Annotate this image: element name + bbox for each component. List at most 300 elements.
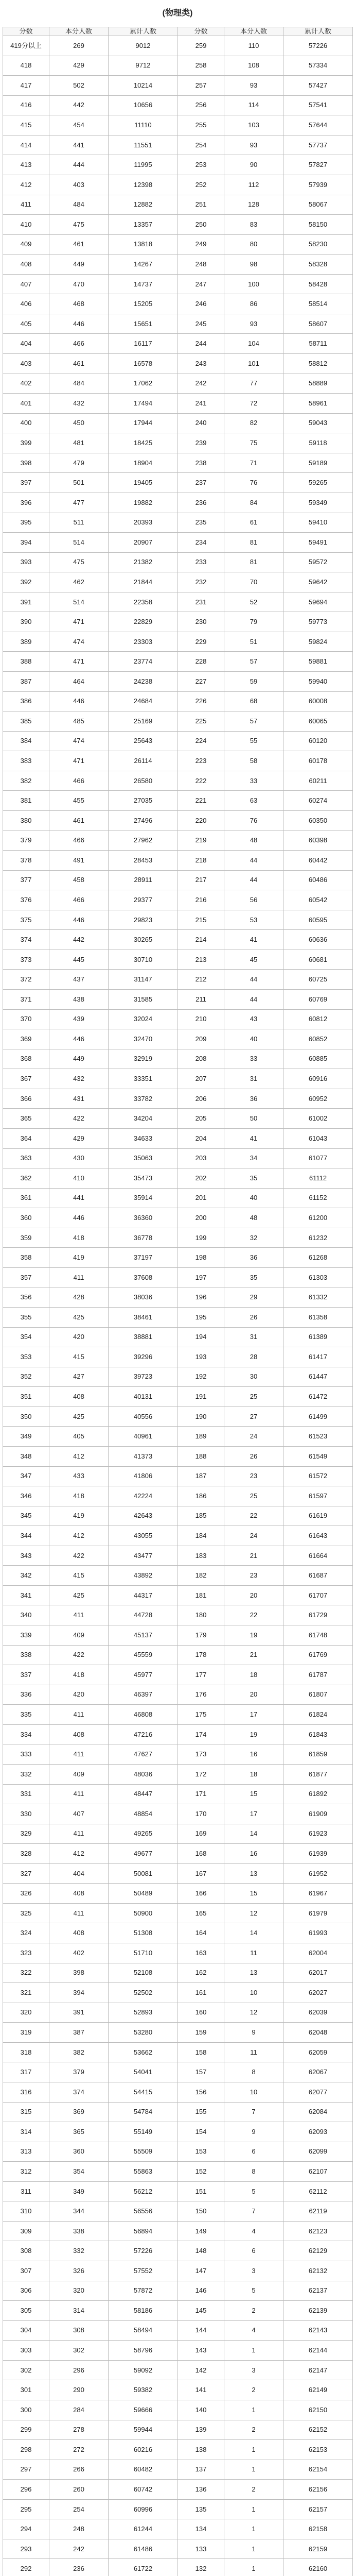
cell-cumulative: 43055 bbox=[109, 1526, 178, 1546]
cell-count: 411 bbox=[49, 1784, 109, 1804]
table-row bbox=[178, 890, 353, 910]
table-row bbox=[178, 1168, 353, 1189]
cell-cumulative: 17062 bbox=[109, 374, 178, 394]
cell-score: 169 bbox=[178, 1824, 224, 1844]
cell-count: 445 bbox=[49, 950, 109, 970]
cell-count: 326 bbox=[49, 2261, 109, 2281]
cell-score: 256 bbox=[178, 95, 224, 115]
cell-score: 245 bbox=[178, 314, 224, 334]
cell-cumulative: 26580 bbox=[109, 771, 178, 791]
table-row bbox=[3, 1705, 178, 1725]
cell-cumulative: 61807 bbox=[283, 1685, 353, 1705]
table-row bbox=[178, 1764, 353, 1784]
cell-count: 12 bbox=[224, 1903, 283, 1923]
cell-cumulative: 61619 bbox=[283, 1506, 353, 1526]
table-row bbox=[178, 1645, 353, 1665]
table-row bbox=[178, 1546, 353, 1566]
table-row bbox=[3, 135, 178, 155]
table-row bbox=[3, 990, 178, 1010]
cell-score: 171 bbox=[178, 1784, 224, 1804]
table-row bbox=[3, 1109, 178, 1129]
table-row bbox=[3, 2181, 178, 2201]
cell-cumulative: 60812 bbox=[283, 1009, 353, 1029]
table-row bbox=[178, 2380, 353, 2400]
cell-count: 466 bbox=[49, 890, 109, 910]
cell-count: 266 bbox=[49, 2460, 109, 2480]
table-row bbox=[3, 612, 178, 632]
cell-score: 300 bbox=[3, 2400, 49, 2420]
cell-count: 408 bbox=[49, 1387, 109, 1407]
cell-count: 442 bbox=[49, 95, 109, 115]
cell-score: 367 bbox=[3, 1069, 49, 1089]
cell-count: 415 bbox=[49, 1347, 109, 1367]
cell-cumulative: 16117 bbox=[109, 334, 178, 354]
cell-count: 269 bbox=[49, 36, 109, 56]
cell-count: 76 bbox=[224, 473, 283, 493]
table-row bbox=[178, 115, 353, 135]
cell-cumulative: 61843 bbox=[283, 1724, 353, 1744]
table-row bbox=[178, 1605, 353, 1625]
cell-count: 491 bbox=[49, 851, 109, 871]
cell-cumulative: 53662 bbox=[109, 2042, 178, 2062]
cell-cumulative: 57226 bbox=[283, 36, 353, 56]
table-row bbox=[3, 1983, 178, 2003]
cell-score: 189 bbox=[178, 1427, 224, 1447]
cell-score: 175 bbox=[178, 1705, 224, 1725]
cell-score: 136 bbox=[178, 2480, 224, 2500]
cell-count: 302 bbox=[49, 2341, 109, 2361]
cell-score: 312 bbox=[3, 2162, 49, 2182]
cell-count: 466 bbox=[49, 831, 109, 851]
cell-count: 479 bbox=[49, 453, 109, 473]
table-row bbox=[178, 95, 353, 115]
cell-score: 334 bbox=[3, 1724, 49, 1744]
cell-score: 390 bbox=[3, 612, 49, 632]
column-header-count: 本分人数 bbox=[224, 27, 283, 36]
cell-cumulative: 54784 bbox=[109, 2102, 178, 2122]
cell-cumulative: 59410 bbox=[283, 513, 353, 533]
cell-count: 100 bbox=[224, 274, 283, 294]
cell-score: 413 bbox=[3, 155, 49, 175]
cell-cumulative: 59944 bbox=[109, 2420, 178, 2440]
cell-score: 234 bbox=[178, 533, 224, 553]
table-row bbox=[178, 2102, 353, 2122]
table-row bbox=[3, 1585, 178, 1605]
cell-count: 284 bbox=[49, 2400, 109, 2420]
cell-score: 215 bbox=[178, 910, 224, 930]
cell-score: 178 bbox=[178, 1645, 224, 1665]
cell-count: 3 bbox=[224, 2360, 283, 2380]
cell-cumulative: 12398 bbox=[109, 175, 178, 195]
cell-score: 183 bbox=[178, 1546, 224, 1566]
cell-count: 420 bbox=[49, 1685, 109, 1705]
cell-score: 363 bbox=[3, 1148, 49, 1168]
table-row bbox=[178, 2082, 353, 2102]
cell-score: 388 bbox=[3, 652, 49, 672]
cell-score: 394 bbox=[3, 533, 49, 553]
table-row bbox=[178, 433, 353, 453]
cell-cumulative: 60681 bbox=[283, 950, 353, 970]
cell-score: 251 bbox=[178, 195, 224, 215]
cell-cumulative: 36778 bbox=[109, 1228, 178, 1248]
cell-cumulative: 39296 bbox=[109, 1347, 178, 1367]
cell-count: 418 bbox=[49, 1486, 109, 1506]
cell-score: 257 bbox=[178, 76, 224, 96]
cell-count: 511 bbox=[49, 513, 109, 533]
cell-cumulative: 62159 bbox=[283, 2539, 353, 2559]
table-row bbox=[178, 1009, 353, 1029]
cell-score: 140 bbox=[178, 2400, 224, 2420]
cell-cumulative: 59642 bbox=[283, 572, 353, 592]
cell-score: 294 bbox=[3, 2519, 49, 2539]
cell-cumulative: 60769 bbox=[283, 990, 353, 1010]
cell-cumulative: 61472 bbox=[283, 1387, 353, 1407]
table-row bbox=[3, 2460, 178, 2480]
table-row bbox=[3, 175, 178, 195]
cell-score: 247 bbox=[178, 274, 224, 294]
table-row bbox=[178, 1665, 353, 1685]
cell-score: 240 bbox=[178, 413, 224, 433]
cell-cumulative: 59092 bbox=[109, 2360, 178, 2380]
cell-score: 339 bbox=[3, 1625, 49, 1646]
cell-score: 368 bbox=[3, 1049, 49, 1069]
cell-count: 422 bbox=[49, 1109, 109, 1129]
cell-cumulative: 27962 bbox=[109, 831, 178, 851]
cell-score: 328 bbox=[3, 1844, 49, 1864]
table-row bbox=[178, 2221, 353, 2241]
cell-count: 93 bbox=[224, 76, 283, 96]
table-row bbox=[3, 314, 178, 334]
cell-score: 211 bbox=[178, 990, 224, 1010]
cell-score: 142 bbox=[178, 2360, 224, 2380]
cell-score: 190 bbox=[178, 1406, 224, 1427]
table-row bbox=[3, 2281, 178, 2301]
cell-count: 360 bbox=[49, 2142, 109, 2162]
cell-count: 51 bbox=[224, 632, 283, 652]
cell-score: 196 bbox=[178, 1287, 224, 1308]
cell-cumulative: 43892 bbox=[109, 1566, 178, 1586]
cell-cumulative: 61923 bbox=[283, 1824, 353, 1844]
table-row bbox=[3, 115, 178, 135]
table-row bbox=[178, 1128, 353, 1148]
table-row bbox=[178, 950, 353, 970]
cell-cumulative: 50081 bbox=[109, 1863, 178, 1884]
table-row bbox=[178, 970, 353, 990]
table-row bbox=[178, 1089, 353, 1109]
cell-count: 1 bbox=[224, 2400, 283, 2420]
table-row bbox=[3, 2162, 178, 2182]
cell-cumulative: 60442 bbox=[283, 851, 353, 871]
cell-cumulative: 61200 bbox=[283, 1208, 353, 1228]
cell-score: 229 bbox=[178, 632, 224, 652]
cell-count: 419 bbox=[49, 1248, 109, 1268]
cell-cumulative: 62027 bbox=[283, 1983, 353, 2003]
table-row bbox=[3, 2341, 178, 2361]
cell-score: 320 bbox=[3, 2003, 49, 2023]
cell-cumulative: 20907 bbox=[109, 533, 178, 553]
cell-score: 314 bbox=[3, 2122, 49, 2142]
cell-cumulative: 62112 bbox=[283, 2181, 353, 2201]
cell-cumulative: 11995 bbox=[109, 155, 178, 175]
cell-score: 226 bbox=[178, 691, 224, 711]
cell-score: 164 bbox=[178, 1923, 224, 1943]
cell-score: 395 bbox=[3, 513, 49, 533]
cell-count: 374 bbox=[49, 2082, 109, 2102]
cell-count: 48 bbox=[224, 1208, 283, 1228]
cell-cumulative: 62143 bbox=[283, 2320, 353, 2341]
cell-score: 396 bbox=[3, 493, 49, 513]
table-row bbox=[3, 1427, 178, 1447]
cell-cumulative: 60636 bbox=[283, 930, 353, 950]
table-row bbox=[3, 711, 178, 732]
cell-cumulative: 58230 bbox=[283, 234, 353, 255]
table-row bbox=[3, 2559, 178, 2576]
cell-count: 36 bbox=[224, 1248, 283, 1268]
cell-count: 61 bbox=[224, 513, 283, 533]
cell-score: 338 bbox=[3, 1645, 49, 1665]
cell-count: 14 bbox=[224, 1824, 283, 1844]
cell-score: 326 bbox=[3, 1884, 49, 1904]
table-row bbox=[3, 1466, 178, 1486]
cell-count: 354 bbox=[49, 2162, 109, 2182]
cell-count: 16 bbox=[224, 1844, 283, 1864]
table-row bbox=[178, 2301, 353, 2321]
cell-score: 204 bbox=[178, 1128, 224, 1148]
cell-cumulative: 61939 bbox=[283, 1844, 353, 1864]
table-row bbox=[178, 1884, 353, 1904]
cell-cumulative: 60008 bbox=[283, 691, 353, 711]
cell-cumulative: 58711 bbox=[283, 334, 353, 354]
cell-cumulative: 30265 bbox=[109, 930, 178, 950]
table-row bbox=[178, 691, 353, 711]
cell-score: 319 bbox=[3, 2023, 49, 2043]
table-row bbox=[178, 2003, 353, 2023]
cell-count: 419 bbox=[49, 1506, 109, 1526]
table-row bbox=[3, 2380, 178, 2400]
cell-score: 416 bbox=[3, 95, 49, 115]
cell-score: 155 bbox=[178, 2102, 224, 2122]
cell-count: 446 bbox=[49, 1208, 109, 1228]
cell-score: 408 bbox=[3, 255, 49, 275]
cell-score: 402 bbox=[3, 374, 49, 394]
table-row bbox=[3, 1029, 178, 1049]
table-row bbox=[178, 910, 353, 930]
table-row bbox=[178, 652, 353, 672]
cell-count: 444 bbox=[49, 155, 109, 175]
cell-count: 4 bbox=[224, 2320, 283, 2341]
cell-cumulative: 61523 bbox=[283, 1427, 353, 1447]
cell-cumulative: 35063 bbox=[109, 1148, 178, 1168]
table-row bbox=[3, 1406, 178, 1427]
table-row bbox=[3, 1824, 178, 1844]
table-row bbox=[178, 2539, 353, 2559]
cell-count: 11 bbox=[224, 2042, 283, 2062]
table-row bbox=[178, 155, 353, 175]
table-row bbox=[178, 1347, 353, 1367]
column-header-score: 分数 bbox=[3, 27, 49, 36]
table-row bbox=[178, 1327, 353, 1347]
cell-score: 417 bbox=[3, 76, 49, 96]
cell-count: 428 bbox=[49, 1287, 109, 1308]
cell-count: 90 bbox=[224, 155, 283, 175]
cell-cumulative: 60595 bbox=[283, 910, 353, 930]
cell-cumulative: 19882 bbox=[109, 493, 178, 513]
table-row bbox=[3, 1744, 178, 1765]
cell-cumulative: 61389 bbox=[283, 1327, 353, 1347]
cell-cumulative: 35914 bbox=[109, 1188, 178, 1208]
cell-score: 353 bbox=[3, 1347, 49, 1367]
cell-score: 350 bbox=[3, 1406, 49, 1427]
cell-cumulative: 58494 bbox=[109, 2320, 178, 2341]
cell-score: 154 bbox=[178, 2122, 224, 2142]
cell-cumulative: 30710 bbox=[109, 950, 178, 970]
cell-count: 449 bbox=[49, 1049, 109, 1069]
cell-count: 441 bbox=[49, 1188, 109, 1208]
table-row bbox=[178, 2142, 353, 2162]
table-row bbox=[178, 1248, 353, 1268]
cell-cumulative: 59572 bbox=[283, 552, 353, 572]
table-row bbox=[3, 1685, 178, 1705]
cell-score: 298 bbox=[3, 2440, 49, 2460]
table-row bbox=[178, 831, 353, 851]
cell-count: 40 bbox=[224, 1029, 283, 1049]
cell-cumulative: 61824 bbox=[283, 1705, 353, 1725]
cell-count: 40 bbox=[224, 1188, 283, 1208]
cell-cumulative: 59382 bbox=[109, 2380, 178, 2400]
cell-cumulative: 32470 bbox=[109, 1029, 178, 1049]
cell-cumulative: 18425 bbox=[109, 433, 178, 453]
cell-cumulative: 51710 bbox=[109, 1943, 178, 1963]
cell-count: 93 bbox=[224, 135, 283, 155]
cell-count: 475 bbox=[49, 215, 109, 235]
cell-cumulative: 52108 bbox=[109, 1963, 178, 1983]
cell-count: 410 bbox=[49, 1168, 109, 1189]
table-row bbox=[3, 1903, 178, 1923]
cell-count: 80 bbox=[224, 234, 283, 255]
table-row bbox=[3, 2221, 178, 2241]
cell-count: 422 bbox=[49, 1645, 109, 1665]
cell-count: 25 bbox=[224, 1387, 283, 1407]
cell-score: 293 bbox=[3, 2539, 49, 2559]
table-row bbox=[3, 2261, 178, 2281]
cell-count: 433 bbox=[49, 1466, 109, 1486]
cell-cumulative: 61952 bbox=[283, 1863, 353, 1884]
cell-count: 387 bbox=[49, 2023, 109, 2043]
cell-count: 398 bbox=[49, 1963, 109, 1983]
cell-cumulative: 50489 bbox=[109, 1884, 178, 1904]
cell-cumulative: 62084 bbox=[283, 2102, 353, 2122]
cell-count: 254 bbox=[49, 2499, 109, 2519]
cell-cumulative: 23303 bbox=[109, 632, 178, 652]
cell-cumulative: 62149 bbox=[283, 2380, 353, 2400]
cell-score: 147 bbox=[178, 2261, 224, 2281]
cell-cumulative: 59694 bbox=[283, 592, 353, 612]
table-row bbox=[178, 2440, 353, 2460]
table-row bbox=[3, 831, 178, 851]
cell-cumulative: 13818 bbox=[109, 234, 178, 255]
table-row bbox=[178, 1387, 353, 1407]
cell-count: 418 bbox=[49, 1665, 109, 1685]
cell-cumulative: 45977 bbox=[109, 1665, 178, 1685]
table-row bbox=[178, 413, 353, 433]
table-row bbox=[178, 1824, 353, 1844]
table-row bbox=[178, 2360, 353, 2380]
cell-cumulative: 61707 bbox=[283, 1585, 353, 1605]
cell-score: 221 bbox=[178, 791, 224, 811]
cell-count: 52 bbox=[224, 592, 283, 612]
table-row bbox=[178, 572, 353, 592]
cell-count: 35 bbox=[224, 1267, 283, 1287]
table-row bbox=[3, 870, 178, 890]
table-row bbox=[178, 175, 353, 195]
cell-cumulative: 45559 bbox=[109, 1645, 178, 1665]
table-row bbox=[3, 2023, 178, 2043]
cell-cumulative: 41806 bbox=[109, 1466, 178, 1486]
cell-cumulative: 14737 bbox=[109, 274, 178, 294]
cell-count: 514 bbox=[49, 533, 109, 553]
cell-score: 303 bbox=[3, 2341, 49, 2361]
table-row bbox=[3, 255, 178, 275]
cell-score: 345 bbox=[3, 1506, 49, 1526]
cell-count: 23 bbox=[224, 1566, 283, 1586]
table-row bbox=[3, 1327, 178, 1347]
cell-count: 81 bbox=[224, 552, 283, 572]
cell-score: 219 bbox=[178, 831, 224, 851]
cell-cumulative: 12882 bbox=[109, 195, 178, 215]
cell-score: 239 bbox=[178, 433, 224, 453]
cell-count: 422 bbox=[49, 1546, 109, 1566]
table-row bbox=[178, 135, 353, 155]
cell-score: 258 bbox=[178, 56, 224, 76]
cell-count: 84 bbox=[224, 493, 283, 513]
cell-cumulative: 34204 bbox=[109, 1109, 178, 1129]
table-row bbox=[178, 612, 353, 632]
cell-cumulative: 54415 bbox=[109, 2082, 178, 2102]
cell-cumulative: 61597 bbox=[283, 1486, 353, 1506]
table-row bbox=[178, 234, 353, 255]
cell-score: 351 bbox=[3, 1387, 49, 1407]
cell-cumulative: 59666 bbox=[109, 2400, 178, 2420]
cell-count: 20 bbox=[224, 1685, 283, 1705]
table-row bbox=[178, 1367, 353, 1387]
cell-count: 5 bbox=[224, 2281, 283, 2301]
cell-count: 391 bbox=[49, 2003, 109, 2023]
table-row bbox=[178, 870, 353, 890]
cell-count: 425 bbox=[49, 1585, 109, 1605]
cell-count: 349 bbox=[49, 2181, 109, 2201]
cell-count: 43 bbox=[224, 1009, 283, 1029]
table-row bbox=[3, 1566, 178, 1586]
cell-count: 2 bbox=[224, 2480, 283, 2500]
cell-count: 7 bbox=[224, 2102, 283, 2122]
cell-score: 250 bbox=[178, 215, 224, 235]
table-row bbox=[3, 2499, 178, 2519]
cell-cumulative: 32919 bbox=[109, 1049, 178, 1069]
table-row bbox=[178, 1208, 353, 1228]
cell-count: 110 bbox=[224, 36, 283, 56]
table-row bbox=[178, 2042, 353, 2062]
cell-count: 48 bbox=[224, 831, 283, 851]
cell-count: 454 bbox=[49, 115, 109, 135]
cell-cumulative: 42224 bbox=[109, 1486, 178, 1506]
cell-cumulative: 49265 bbox=[109, 1824, 178, 1844]
cell-score: 160 bbox=[178, 2003, 224, 2023]
cell-score: 158 bbox=[178, 2042, 224, 2062]
cell-count: 79 bbox=[224, 612, 283, 632]
cell-cumulative: 49677 bbox=[109, 1844, 178, 1864]
table-row bbox=[3, 1267, 178, 1287]
cell-score: 370 bbox=[3, 1009, 49, 1029]
